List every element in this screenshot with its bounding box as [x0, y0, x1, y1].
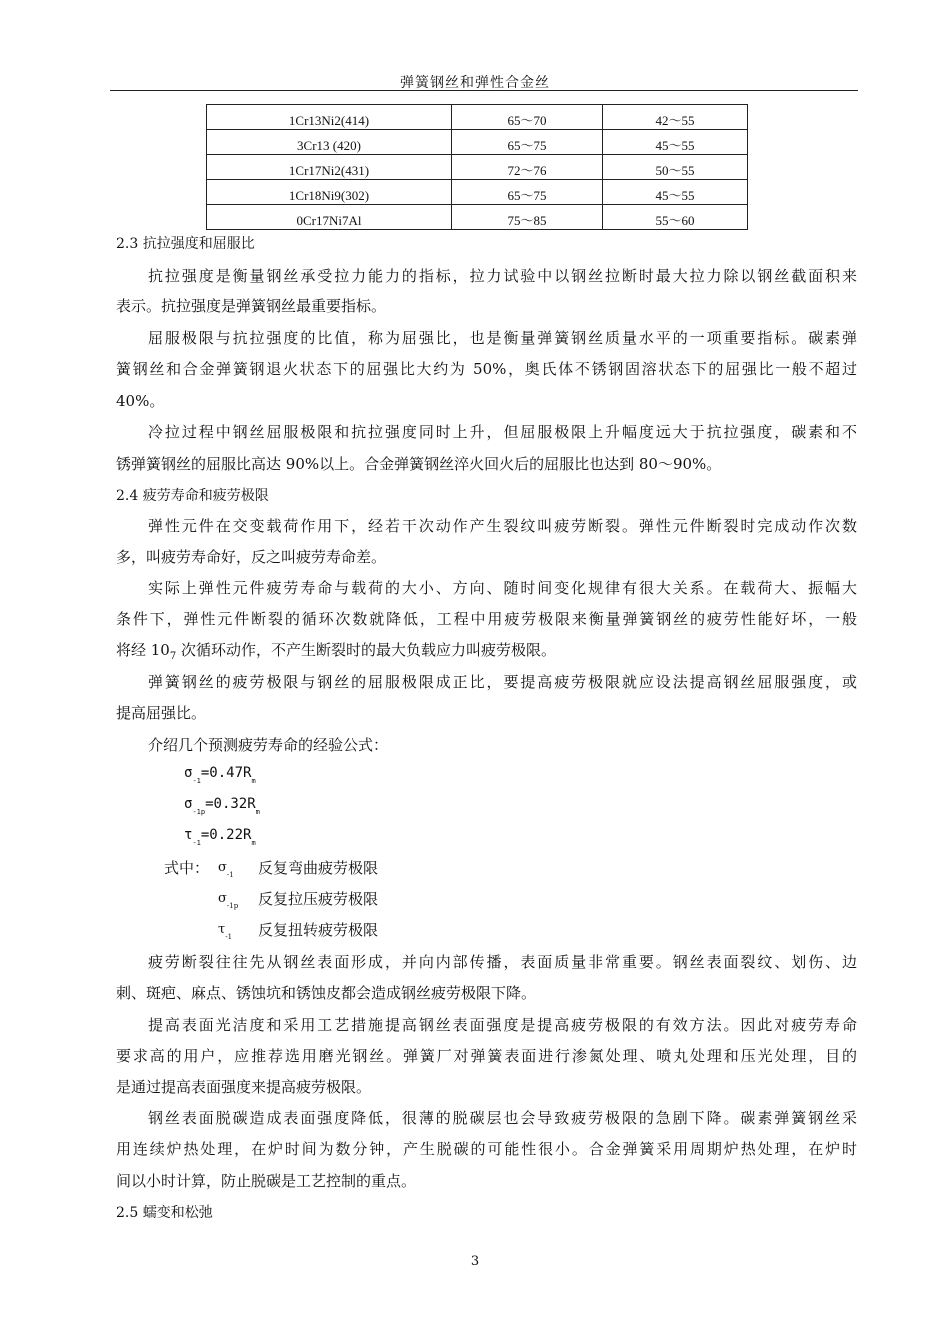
- table-row: [207, 205, 748, 230]
- formula: [184, 765, 256, 785]
- table-row: [207, 180, 748, 205]
- formula-symbol: σ: [184, 765, 193, 781]
- formula-subscript: -1: [192, 777, 201, 785]
- text-run: 将经 10: [116, 641, 170, 659]
- table-cell: 55～60: [603, 205, 748, 230]
- table-cell: 1Cr18Ni9(302): [207, 180, 452, 205]
- table-cell: 1Cr13Ni2(414): [207, 105, 452, 130]
- material-hardness-table: [206, 104, 748, 230]
- definition-text: 反复扭转疲劳极限: [258, 921, 379, 939]
- symbol-subscript: -1p: [226, 902, 239, 910]
- table-cell: 50～55: [603, 155, 748, 180]
- formula-subscript: m: [251, 839, 256, 847]
- formula-expression: =0.22R: [200, 827, 252, 843]
- paragraph-line: 条件下，弹性元件断裂的循环次数就降低，工程中用疲劳极限来衡量弹簧钢丝的疲劳性能好坏，一般: [116, 610, 857, 628]
- table-cell: 65～70: [452, 105, 603, 130]
- formula-subscript: -1p: [192, 808, 206, 816]
- formula-expression: =0.47R: [200, 765, 252, 781]
- paragraph-line: 冷拉过程中钢丝屈服极限和抗拉强度同时上升，但屈服极限上升幅度远大于抗拉强度，碳素和不: [148, 423, 857, 441]
- formula-subscript: -1: [192, 839, 201, 847]
- paragraph-line: 屈服极限与抗拉强度的比值，称为屈强比，也是衡量弹簧钢丝质量水平的一项重要指标。碳素弹: [148, 329, 857, 347]
- table-cell: 1Cr17Ni2(431): [207, 155, 452, 180]
- paragraph-line: 弹性元件在交变载荷作用下，经若干次动作产生裂纹叫疲劳断裂。弹性元件断裂时完成动作次数: [148, 517, 857, 535]
- table-row: [207, 155, 748, 180]
- paragraph-line: 簧钢丝和合金弹簧钢退火状态下的屈强比大约为 50%，奥氏体不锈钢固溶状态下的屈强比一般不超过: [116, 360, 857, 378]
- paragraph-line: 40%。: [116, 392, 165, 410]
- table-cell: 45～55: [603, 130, 748, 155]
- paragraph-line: 刺、斑疤、麻点、锈蚀坑和锈蚀皮都会造成钢丝疲劳极限下降。: [116, 984, 537, 1002]
- paragraph-line: 抗拉强度是衡量钢丝承受拉力能力的指标，拉力试验中以钢丝拉断时最大拉力除以钢丝截面积来: [148, 267, 857, 285]
- paragraph-line: [116, 640, 857, 663]
- symbol-subscript: -1: [225, 933, 233, 941]
- formula: [184, 796, 260, 816]
- paragraph-line: 介绍几个预测疲劳寿命的经验公式：: [148, 736, 389, 754]
- table-cell: 3Cr13 (420): [207, 130, 452, 155]
- text-run: 次循环动作，不产生断裂时的最大负载应力叫疲劳极限。: [176, 641, 557, 659]
- table-cell: 45～55: [603, 180, 748, 205]
- paragraph-line: 要求高的用户，应推荐选用磨光钢丝。弹簧厂对弹簧表面进行渗氮处理、喷丸处理和压光处理，目的: [116, 1047, 857, 1065]
- section-heading-2-3: 2.3 抗拉强度和屈服比: [116, 236, 255, 252]
- formula: [184, 827, 256, 847]
- table-cell: 75～85: [452, 205, 603, 230]
- formula-subscript: m: [251, 777, 256, 785]
- table-cell: 0Cr17Ni7Al: [207, 205, 452, 230]
- section-heading-2-5: 2.5 蠕变和松弛: [116, 1205, 213, 1221]
- definition-text: 反复拉压疲劳极限: [258, 890, 379, 908]
- formula-symbol: τ: [184, 827, 193, 843]
- symbol: τ: [218, 922, 226, 937]
- def-symbol: [218, 891, 239, 910]
- symbol: σ: [218, 860, 227, 875]
- formula-symbol: σ: [184, 796, 193, 812]
- table-cell: 65～75: [452, 130, 603, 155]
- paragraph-line: 间以小时计算，防止脱碳是工艺控制的重点。: [116, 1172, 417, 1190]
- header-rule: [110, 90, 858, 91]
- symbol: σ: [218, 891, 227, 906]
- running-header: 弹簧钢丝和弹性合金丝: [400, 75, 550, 91]
- paragraph-line: 提高屈强比。: [116, 704, 207, 722]
- paragraph-line: 弹簧钢丝的疲劳极限与钢丝的屈服极限成正比，要提高疲劳极限就应设法提高钢丝屈服强度，或: [148, 673, 857, 691]
- paragraph-line: 钢丝表面脱碳造成表面强度降低，很薄的脱碳层也会导致疲劳极限的急剧下降。碳素弹簧钢丝采: [148, 1109, 857, 1127]
- section-heading-2-4: 2.4 疲劳寿命和疲劳极限: [116, 488, 269, 504]
- def-symbol: [218, 922, 233, 941]
- def-symbol: [218, 860, 234, 879]
- table-cell: 42～55: [603, 105, 748, 130]
- paragraph-line: 表示。抗拉强度是弹簧钢丝最重要指标。: [116, 297, 387, 315]
- paragraph-line: 是通过提高表面强度来提高疲劳极限。: [116, 1078, 372, 1096]
- paragraph-line: 锈弹簧钢丝的屈服比高达 90%以上。合金弹簧钢丝淬火回火后的屈服比也达到 80～90%。: [116, 455, 722, 473]
- page-number: 3: [470, 1254, 480, 1269]
- paragraph-line: 多，叫疲劳寿命好，反之叫疲劳寿命差。: [116, 548, 387, 566]
- formula-expression: =0.32R: [205, 796, 256, 812]
- paragraph-line: 疲劳断裂往往先从钢丝表面形成，并向内部传播，表面质量非常重要。钢丝表面裂纹、划伤、边: [148, 953, 857, 971]
- table-cell: 72～76: [452, 155, 603, 180]
- table-row: [207, 130, 748, 155]
- exponent: 7: [169, 651, 177, 662]
- definition-text: 反复弯曲疲劳极限: [258, 859, 379, 877]
- paragraph-line: 实际上弹性元件疲劳寿命与载荷的大小、方向、随时间变化规律有很大关系。在载荷大、振幅大: [148, 579, 857, 597]
- table-cell: 65～75: [452, 180, 603, 205]
- paragraph-line: 提高表面光洁度和采用工艺措施提高钢丝表面强度是提高疲劳极限的有效方法。因此对疲劳寿命: [148, 1016, 857, 1034]
- paragraph-line: 用连续炉热处理，在炉时间为数分钟，产生脱碳的可能性很小。合金弹簧采用周期炉热处理，在炉时: [116, 1140, 857, 1158]
- table-row: [207, 105, 748, 130]
- formula-subscript: m: [255, 808, 260, 816]
- symbol-subscript: -1: [226, 871, 234, 879]
- where-label: 式中：: [164, 859, 210, 877]
